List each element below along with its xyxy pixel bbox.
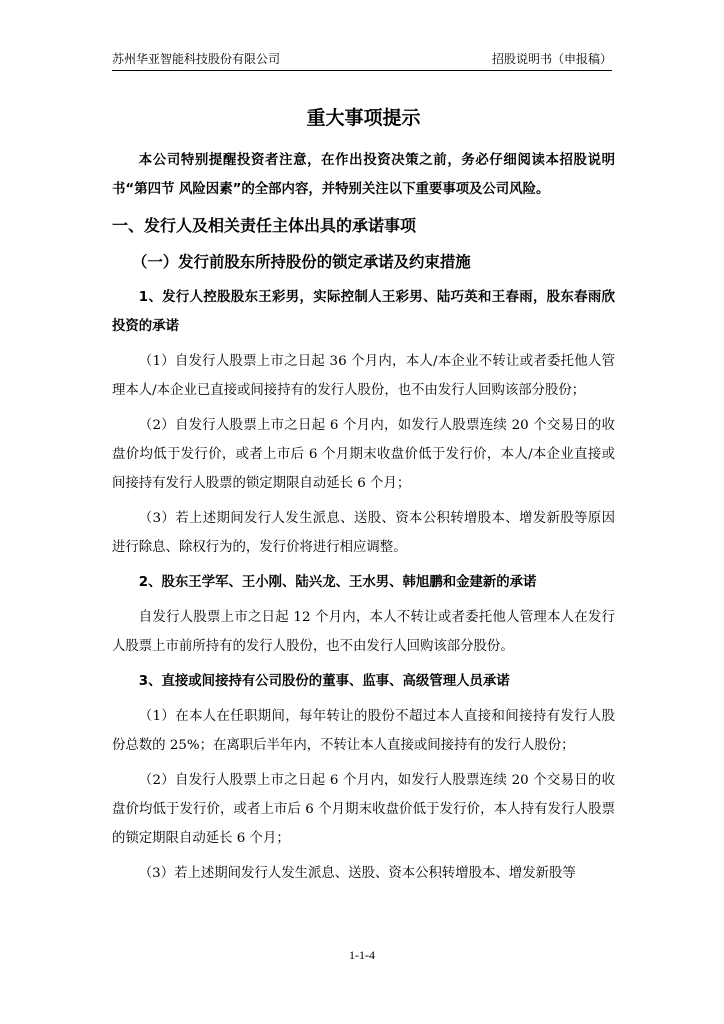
paragraph-item3-clause3: （3）若上述期间发行人发生派息、送股、资本公积转增股本、增发新股等 — [138, 866, 576, 881]
paragraph-item3-clause1: （1）在本人在任职期间，每年转让的股份不超过本人直接和间接持有发行人股份总数的 25%；在离职后半年内，不转让本人直接或间接持有的发行人股份； — [112, 709, 615, 753]
paragraph-item1-clause3: （3）若上述期间发行人发生派息、送股、资本公积转增股本、增发新股等原因进行除息、除权行为的，发行价将进行相应调整。 — [112, 511, 615, 555]
subsection-heading-lockup: （一）发行前股东所持股份的锁定承诺及约束措施 — [132, 253, 471, 271]
section-heading-commitments: 一、发行人及相关责任主体出具的承诺事项 — [112, 216, 417, 235]
header-company-name: 苏州华亚智能科技股份有限公司 — [112, 52, 281, 66]
document-body — [112, 100, 615, 888]
paragraph-item1-clause2: （2）自发行人股票上市之日起 6 个月内，如发行人股票连续 20 个交易日的收盘价均低于发行价，或者上市后 6 个月期末收盘价低于发行价，本人/本企业直接或间接持有发行人股票的锁定期限自动延长 6 个月； — [112, 418, 615, 491]
page-number: 1-1-4 — [349, 948, 375, 962]
page-title: 重大事项提示 — [306, 107, 421, 129]
item-heading-other-shareholders: 2、股东王学军、王小刚、陆兴龙、王水男、韩旭鹏和金建新的承诺 — [138, 575, 537, 590]
paragraph-item3-clause2: （2）自发行人股票上市之日起 6 个月内，如发行人股票连续 20 个交易日的收盘价均低于发行价，或者上市后 6 个月期末收盘价低于发行价，本人持有发行人股票的锁定期限自动延长 6 个月； — [112, 773, 615, 846]
paragraph-item2-clause1: 自发行人股票上市之日起 12 个月内，本人不转让或者委托他人管理本人在发行人股票上市前所持有的发行人股份，也不由发行人回购该部分股份。 — [112, 610, 615, 654]
paragraph-item1-clause1: （1）自发行人股票上市之日起 36 个月内，本人/本企业不转让或者委托他人管理本人/本企业已直接或间接持有的发行人股份，也不由发行人回购该部分股份； — [112, 354, 615, 398]
item-heading-directors-supervisors: 3、直接或间接持有公司股份的董事、监事、高级管理人员承诺 — [138, 674, 510, 689]
header-document-type: 招股说明书（申报稿） — [491, 52, 612, 66]
intro-paragraph: 本公司特别提醒投资者注意，在作出投资决策之前，务必仔细阅读本招股说明书“第四节 风险因素”的全部内容，并特别关注以下重要事项及公司风险。 — [112, 153, 615, 197]
item-heading-controlling-shareholder: 1、发行人控股股东王彩男，实际控制人王彩男、陆巧英和王春雨，股东春雨欣投资的承诺 — [112, 290, 615, 334]
page-header — [112, 50, 612, 71]
